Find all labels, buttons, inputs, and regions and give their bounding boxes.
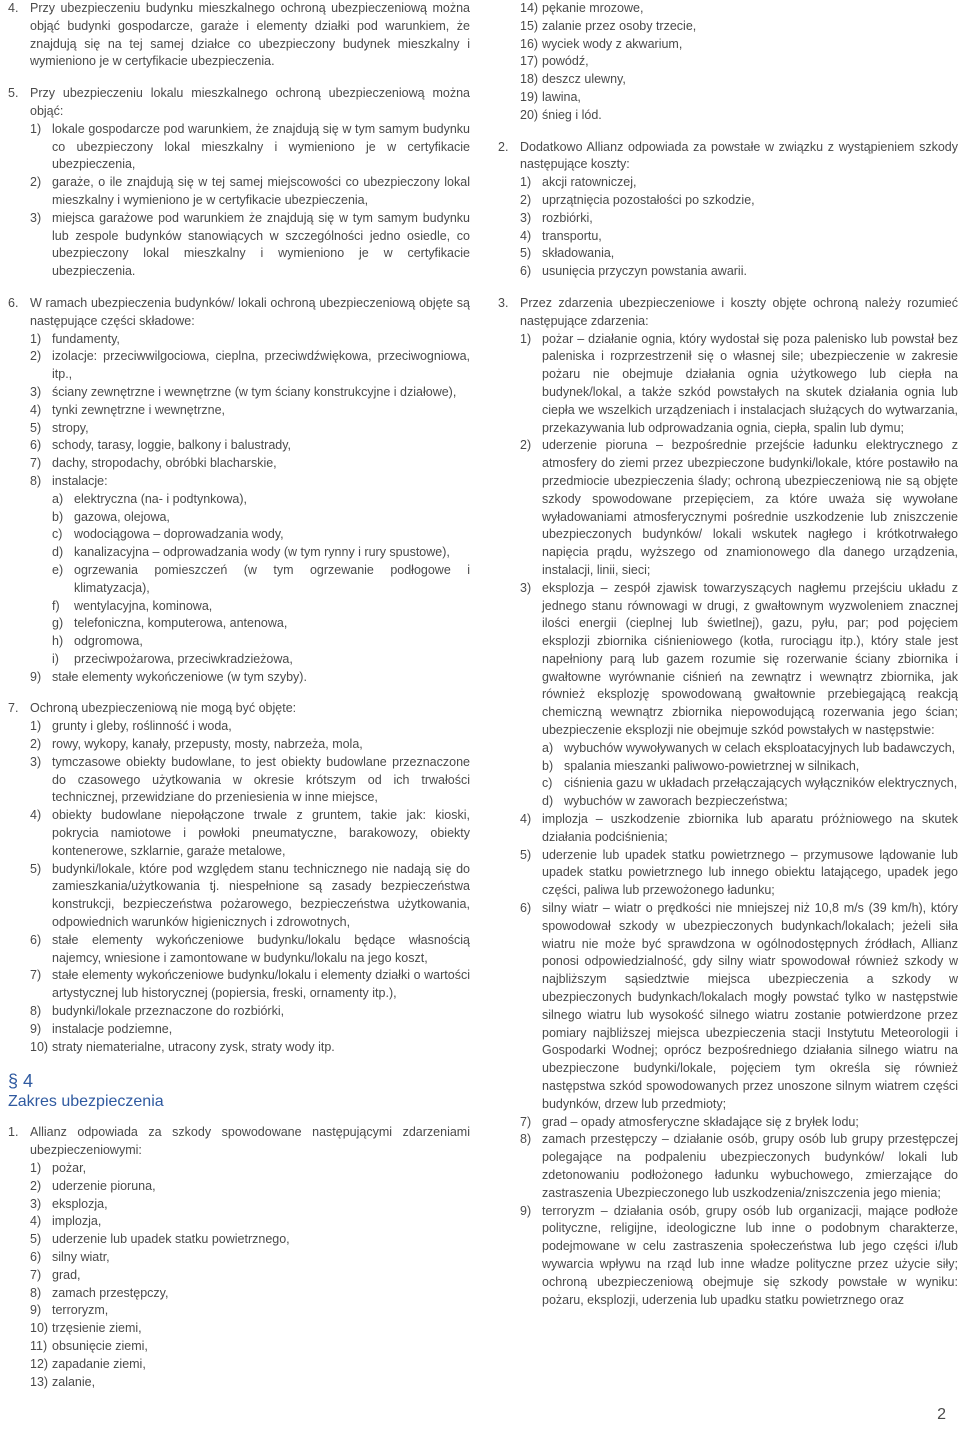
list-item — [520, 1131, 958, 1202]
list — [8, 718, 470, 1056]
item-text: uderzenie lub upadek statku powietrznego, — [52, 1232, 290, 1247]
item-number: 9) — [520, 1203, 532, 1218]
list-item — [30, 331, 470, 349]
item-text: obiekty budowlane niepołączone trwale z gruntem, takie jak: kioski, pokrycia namiotowe i powłoki pneumatyczne, barakowozy, obiekty kontenerowe, szklarnie, garaże metalowe, — [52, 808, 470, 858]
paragraph-number: 2. — [498, 139, 509, 154]
item-text: uderzenie lub upadek statku powietrznego – przymusowe lądowanie lub upadek statku powietrznego lub innego obiektu latającego, upadek jego części, paliwa lub przewożonego ładunku; — [542, 847, 958, 898]
item-text: spalania mieszanki paliwowo-powietrznej w silnikach, — [564, 758, 860, 773]
list-item — [30, 1338, 470, 1356]
list — [498, 331, 958, 740]
item-number: 12) — [30, 1356, 49, 1371]
item-number: c) — [542, 776, 553, 791]
paragraph-text: Ochroną ubezpieczeniową nie mogą być objęte: — [30, 701, 297, 716]
item-text: wybuchów w zaworach bezpieczeństwa; — [564, 794, 788, 809]
item-text: pękanie mrozowe, — [542, 1, 644, 15]
list-item — [520, 245, 958, 263]
list-item — [520, 580, 958, 740]
list-item — [30, 455, 470, 473]
list-item — [520, 18, 958, 36]
item-text: grad, — [52, 1267, 81, 1282]
paragraph-6 — [8, 295, 470, 687]
item-number: 10) — [30, 1321, 49, 1336]
item-text: lokale gospodarcze pod warunkiem, że znajdują się w tym samym budynku co ubezpieczony lokal mieszkalny i wymieniono je w certyfikacie ubezpieczenia, — [52, 121, 470, 172]
item-number: 5) — [30, 861, 42, 876]
list-item — [520, 1203, 958, 1310]
list-item — [30, 402, 470, 420]
list-item — [30, 1021, 470, 1039]
item-number: 5) — [30, 420, 42, 435]
item-number: 1) — [520, 175, 532, 190]
item-text: powódź, — [542, 54, 589, 69]
list-item — [520, 263, 958, 281]
paragraph-text: Dodatkowo Allianz odpowiada za powstałe w związku z wystąpieniem szkody następujące koszty: — [520, 139, 958, 172]
paragraph-number: 4. — [8, 1, 19, 15]
item-text: straty niematerialne, utracony zysk, straty wody itp. — [52, 1039, 335, 1054]
item-text: pożar – działanie ognia, który wydostał się poza palenisko lub powstał bez paleniska i rozprzestrzenił się o własnej sile; ubezpieczenie w zakresie pożaru nie obejmuje działania ognia użytkowego lub ciepła na budynek/lokal, a także szkód powstałych na skutek działania ognia lub ciepła we wszelkich urządzeniach i instalacjach służących do wytwarzania, przekazywania lub odprowadzania ognia, ciepła, spalin lub dymu; — [542, 331, 958, 435]
item-text: tynki zewnętrzne i wewnętrzne, — [52, 402, 225, 417]
item-number: a) — [542, 740, 554, 755]
list-item — [30, 1267, 470, 1285]
list-item — [520, 0, 958, 18]
list — [8, 331, 470, 491]
item-number: 5) — [520, 246, 532, 261]
item-number: 2) — [30, 175, 42, 190]
list-item — [30, 1039, 470, 1057]
item-text: obsunięcie ziemi, — [52, 1338, 148, 1353]
paragraph-text: Przy ubezpieczeniu budynku mieszkalnego ochroną ubezpieczeniową można objąć budynki gospodarcze, garaże i elementy działki pod warunkiem, że znajdują się na tej samej działce co ubezpieczony budynek mieszkalny i wymieniono je w certyfikacie ubezpieczenia. — [30, 1, 470, 69]
sublist-item — [52, 651, 470, 669]
list — [8, 121, 470, 281]
list-item — [520, 811, 958, 847]
right-column — [498, 0, 958, 1323]
list-item — [520, 847, 958, 900]
continued-list — [498, 0, 958, 125]
item-number: d) — [542, 794, 554, 809]
item-number: 2) — [30, 349, 42, 364]
item-number: g) — [52, 616, 64, 631]
item-text: zapadanie ziemi, — [52, 1356, 146, 1371]
item-text: kanalizacyjna – odprowadzania wody (w tym rynny i rury spustowe), — [74, 545, 450, 560]
paragraph-text: W ramach ubezpieczenia budynków/ lokali ochroną ubezpieczeniową objęte są następujące części składowe: — [30, 295, 470, 328]
item-text: budynki/lokale, które pod względem stanu technicznego nie nadają się do zamieszkania/użytkowania tj. niespełnione są zasady bezpieczeństwa konstrukcji, bezpieczeństwa pożarowego, bezpieczeństwa użytkowania, odpowiednich warunków higienicznych i zdrowotnych, — [52, 861, 470, 930]
item-number: 4) — [30, 1214, 42, 1229]
item-text: ściany zewnętrzne i wewnętrzne (w tym ściany konstrukcyjne i działowe), — [52, 384, 457, 399]
paragraph-number: 7. — [8, 701, 19, 716]
list — [8, 1160, 470, 1391]
list-item — [520, 210, 958, 228]
list-item — [520, 228, 958, 246]
item-text: implozja – uszkodzenie zbiornika lub aparatu próżniowego na skutek działania podciśnienia; — [542, 812, 958, 844]
list-item — [520, 1114, 958, 1132]
list-item — [30, 736, 470, 754]
list-item — [30, 932, 470, 968]
item-number: 7) — [30, 1267, 42, 1282]
item-text: pożar, — [52, 1161, 87, 1176]
item-number: 18) — [520, 72, 539, 87]
item-number: 3) — [520, 580, 532, 595]
item-number: 10) — [30, 1039, 49, 1054]
item-number: 4) — [30, 808, 42, 823]
item-number: 3) — [30, 210, 42, 225]
sublist-item — [542, 793, 958, 811]
paragraph-2 — [498, 139, 958, 281]
section-title: Zakres ubezpieczenia — [8, 1093, 164, 1111]
section-heading — [8, 1070, 470, 1112]
list-item — [520, 107, 958, 125]
paragraph-4 — [8, 0, 470, 71]
item-number: 20) — [520, 107, 539, 122]
item-text: zamach przestępczy – działanie osób, grupy osób lub grupy przestępczej polegające na podpaleniu ubezpieczonych budynków/ lokali lub zdetonowaniu podłożonego ładunku wybuchowego, zmierzające do zastraszenia Ubezpieczonego lub uszkodzenia/zniszczenia jego mienia; — [542, 1132, 958, 1200]
list-item — [30, 807, 470, 860]
item-text: wybuchów wywoływanych w celach eksploatacyjnych lub badawczych, — [564, 740, 956, 755]
list-item — [520, 331, 958, 438]
sublist-item — [52, 526, 470, 544]
item-text: telefoniczna, komputerowa, antenowa, — [74, 616, 288, 631]
item-text: fundamenty, — [52, 331, 120, 346]
item-number: 8) — [30, 1004, 42, 1019]
list-item — [30, 1302, 470, 1320]
item-number: 16) — [520, 36, 539, 51]
section4-paragraph-1 — [8, 1124, 470, 1391]
item-text: zamach przestępczy, — [52, 1285, 169, 1300]
item-text: stałe elementy wykończeniowe (w tym szyby). — [52, 669, 307, 684]
list-item — [30, 1356, 470, 1374]
item-text: budynki/lokale przeznaczone do rozbiórki, — [52, 1004, 285, 1019]
item-text: terroryzm, — [52, 1303, 109, 1318]
item-number: 4) — [520, 812, 532, 827]
item-number: 13) — [30, 1374, 49, 1389]
item-text: gazowa, olejowa, — [74, 509, 170, 524]
item-number: e) — [52, 562, 64, 577]
item-text: rozbiórki, — [542, 210, 593, 225]
paragraph-number: 5. — [8, 86, 19, 101]
list-item — [30, 210, 470, 281]
list-item — [520, 437, 958, 579]
item-number: d) — [52, 545, 64, 560]
list — [498, 0, 958, 125]
item-text: silny wiatr, — [52, 1250, 110, 1264]
item-number: 7) — [30, 456, 42, 471]
item-text: ogrzewania pomieszczeń (w tym ogrzewanie podłogowe i klimatyzacja), — [74, 562, 470, 595]
item-number: 4) — [30, 402, 42, 417]
item-number: a) — [52, 491, 64, 506]
list-item — [520, 174, 958, 192]
list — [498, 811, 958, 1309]
item-text: elektryczna (na- i podtynkowa), — [74, 491, 247, 506]
list-item — [30, 348, 470, 384]
list-item — [30, 1374, 470, 1392]
list — [498, 174, 958, 281]
item-text: stropy, — [52, 420, 89, 435]
item-text: stałe elementy wykończeniowe budynku/lokalu i elementy działki o wartości artystycznej lub historycznej (popiersia, freski, ornamenty itp.), — [52, 968, 470, 1001]
item-text: eksplozja, — [52, 1196, 108, 1211]
item-text: usunięcia przyczyn powstania awarii. — [542, 264, 747, 279]
paragraph-3 — [498, 295, 958, 1309]
item-text: transportu, — [542, 228, 602, 243]
sublist-item — [52, 562, 470, 598]
item-number: 1) — [520, 331, 532, 346]
item-number: 15) — [520, 18, 539, 33]
item-text: tymczasowe obiekty budowlane, to jest obiekty budowlane przeznaczone do czasowego użytkowania w okresie krótszym od ich trwałości technicznej, przewidziane do przeniesienia w inne miejsce, — [52, 754, 470, 805]
list-item — [30, 437, 470, 455]
item-text: garaże, o ile znajdują się w tej samej miejscowości co ubezpieczony lokal mieszkalny i wymieniono je w certyfikacie ubezpieczenia, — [52, 175, 470, 207]
item-number: 9) — [30, 1303, 42, 1318]
item-text: instalacje: — [52, 473, 108, 488]
item-number: 9) — [30, 669, 42, 684]
item-text: ciśnienia gazu w układach przełączających wyłączników elektrycznych, — [564, 776, 958, 791]
list-item — [30, 1249, 470, 1267]
item-text: deszcz ulewny, — [542, 72, 626, 87]
item-text: rowy, wykopy, kanały, przepusty, mosty, nabrzeża, mola, — [52, 737, 363, 752]
list-item — [30, 1213, 470, 1231]
item-number: 1) — [30, 121, 42, 136]
item-number: 6) — [30, 1250, 42, 1264]
item-text: składowania, — [542, 246, 615, 261]
item-number: i) — [52, 651, 59, 666]
item-text: grad – opady atmosferyczne składające się z bryłek lodu; — [542, 1114, 859, 1129]
item-number: 3) — [30, 1196, 42, 1211]
item-number: b) — [542, 758, 554, 773]
list-item — [30, 174, 470, 210]
paragraph-text: Przy ubezpieczeniu lokalu mieszkalnego ochroną ubezpieczeniową można objąć: — [30, 86, 470, 118]
list-item — [520, 89, 958, 107]
item-number: 3) — [520, 210, 532, 225]
item-number: 2) — [520, 438, 532, 453]
paragraph-number: 3. — [498, 295, 509, 310]
item-text: uderzenie pioruna, — [52, 1178, 156, 1193]
list-item — [520, 53, 958, 71]
item-text: schody, tarasy, loggie, balkony i balustrady, — [52, 438, 292, 453]
item-number: c) — [52, 527, 63, 542]
list-item — [30, 967, 470, 1003]
item-number: 4) — [520, 228, 532, 243]
item-number: 6) — [30, 932, 42, 947]
item-text: implozja, — [52, 1214, 102, 1229]
sublist-item — [542, 775, 958, 793]
list-item — [30, 718, 470, 736]
list-item — [520, 71, 958, 89]
item-number: 17) — [520, 54, 539, 69]
item-number: 7) — [30, 968, 42, 983]
item-text: odgromowa, — [74, 634, 143, 649]
item-number: h) — [52, 634, 64, 649]
paragraph-number: 1. — [8, 1125, 19, 1140]
list-item — [30, 669, 470, 687]
list-item — [520, 192, 958, 210]
list-item — [30, 473, 470, 491]
item-text: stałe elementy wykończeniowe budynku/lokalu będące własnością najemcy, wniesione i zamontowane w budynku/lokalu na jego koszt, — [52, 932, 470, 965]
item-text: przeciwpożarowa, przeciwkradzieżowa, — [74, 651, 293, 666]
list-item — [30, 1231, 470, 1249]
item-number: 8) — [30, 1285, 42, 1300]
list-item — [30, 1178, 470, 1196]
sublist-item — [52, 598, 470, 616]
list-item — [30, 384, 470, 402]
sublist-item — [52, 633, 470, 651]
section-symbol: § 4 — [8, 1071, 34, 1092]
item-text: trzęsienie ziemi, — [52, 1321, 142, 1336]
sublist — [8, 491, 470, 669]
item-number: 1) — [30, 719, 42, 734]
item-text: uderzenie pioruna – bezpośrednie przejście ładunku elektrycznego z atmosfery do ziemi przez ubezpieczone budynki/lokale, które postawiło na przedmiocie ubezpieczenia ślady; ochroną ubezpieczeniową nie są objęte szkody spowodowane przepięciem, za które uważa się wywołane wyładowaniami atmosferycznymi pośrednie uszkodzenie lub zniszczenie ubezpieczonych budynków/ lokali wskutek nagłego i krótkotrwałego napięcia prądu, wyższego od znamionowego dla danego urządzenia, instalacji, linii, sieci; — [542, 438, 958, 577]
item-text: wyciek wody z akwarium, — [542, 36, 683, 51]
list-item — [30, 1196, 470, 1214]
item-number: 8) — [30, 473, 42, 488]
sublist-item — [52, 509, 470, 527]
item-number: 14) — [520, 1, 539, 15]
item-number: 3) — [30, 384, 42, 399]
item-text: miejsca garażowe pod warunkiem że znajdują się w tym samym budynku lub zespole budynków stanowiących w szczególności jedno osiedle, co ubezpieczony lokal mieszkalny i wymieniono je w certyfikacie ubezpieczenia. — [52, 210, 470, 279]
sublist-item — [52, 544, 470, 562]
list-item — [30, 1160, 470, 1178]
item-text: zalanie, — [52, 1374, 96, 1389]
sublist — [498, 740, 958, 811]
item-text: śnieg i lód. — [542, 107, 602, 122]
item-text: lawina, — [542, 89, 581, 104]
list-item — [30, 1003, 470, 1021]
item-number: 6) — [520, 264, 532, 279]
item-number: 1) — [30, 331, 42, 346]
sublist-item — [52, 615, 470, 633]
item-number: 5) — [30, 1232, 42, 1247]
paragraph-5 — [8, 85, 470, 281]
item-number: 2) — [30, 1178, 42, 1193]
list-item — [30, 754, 470, 807]
item-number: 7) — [520, 1114, 532, 1129]
item-text: uprzątnięcia pozostałości po szkodzie, — [542, 192, 755, 207]
item-number: 6) — [520, 901, 532, 916]
item-text: terroryzm – działania osób, grupy osób lub organizacji, mające podłoże polityczne, religijne, ideologiczne lub inne o podobnym charakterze, podejmowane w celu zastraszenia społeczeństwa lub jego części i/lub wywarcia wpływu na rząd lub inne władze polityczne przez użycie siły; ochroną ubezpieczeniową obejmuje się szkody powstałe w wyniku: pożaru, eksplozji, uderzenia lub upadku statku powietrznego oraz — [542, 1203, 958, 1307]
item-number: 3) — [30, 754, 42, 769]
item-number: 1) — [30, 1161, 42, 1176]
item-number: 19) — [520, 89, 539, 104]
item-number: 2) — [520, 192, 532, 207]
paragraph-number: 6. — [8, 295, 19, 310]
item-text: akcji ratowniczej, — [542, 175, 637, 190]
item-text: zalanie przez osoby trzecie, — [542, 18, 697, 33]
item-text: instalacje podziemne, — [52, 1021, 173, 1036]
sublist-item — [52, 491, 470, 509]
item-text: dachy, stropodachy, obróbki blacharskie, — [52, 456, 277, 471]
item-text: silny wiatr – wiatr o prędkości nie mniejszej niż 10,8 m/s (39 km/h), który spowodował szkody w ubezpieczonych budynkach/lokalach; jeżeli siła wiatru nie może być sprawdzona w ogólnodostępnych źródłach, Allianz ponosi odpowiedzialność, gdy silny wiatr spowodował również szkody w najbliższym sąsiedztwie miejsca ubezpieczenia a szkody w ubezpieczonych budynkach/lokalach mogły powstać tylko w następstwie silnego wiatru lub wysokość silnego wiatru zostanie potwierdzone przez pomiary najbliższej miejsca ubezpieczenia stacji Instytutu Meteorologii i Gospodarki Wodnej; oprócz bezpośredniego działania silnego wiatru na ubezpieczone budynki/lokale, pojęciem tym określa się również następstwa szkód spowodowanych przez unoszone silnym wiatrem części budynków, drzew lub przedmioty; — [542, 901, 958, 1111]
item-text: wentylacyjna, kominowa, — [74, 598, 213, 613]
list-item — [30, 861, 470, 932]
item-number: 5) — [520, 847, 532, 862]
item-number: 2) — [30, 737, 42, 752]
item-number: 9) — [30, 1021, 42, 1036]
list-item — [30, 420, 470, 438]
item-text: grunty i gleby, roślinność i woda, — [52, 719, 232, 734]
page-number: 2 — [937, 1406, 946, 1423]
item-number: 11) — [30, 1338, 48, 1353]
item-text: izolacje: przeciwwilgociowa, cieplna, przeciwdźwiękowa, przeciwogniowa, itp., — [52, 349, 470, 382]
list-item — [520, 900, 958, 1114]
paragraph-text: Przez zdarzenia ubezpieczeniowe i koszty objęte ochroną należy rozumieć następujące zdarzenia: — [520, 295, 958, 328]
list-item — [30, 1320, 470, 1338]
list-item — [30, 1285, 470, 1303]
item-number: f) — [52, 598, 60, 613]
item-number: 8) — [520, 1132, 532, 1147]
item-text: eksplozja – zespół zjawisk towarzyszących nagłemu przejściu układu z jednego stanu równowagi w drugi, z gwałtownym wyzwoleniem znacznej ilości energii (cieplnej lub świetlnej), gazu, pyłu, par; pod pojęciem eksplozji zbiornika ciśnieniowego (kotła, rurociągu itp.), który stale jest napełniony parą lub gazem rozumie się rozerwanie ściany zbiornika i gwałtowne wyrównanie ciśnień na zewnątrz i wewnątrz zbiornika, jak również eksplozję spowodowaną gwałtownie przebiegającą reakcją chemiczną wewnątrz zbiornika niepowodującą rozerwania jego ścian; ubezpieczenie eksplozji nie obejmuje szkód powstałych w następstwie: — [542, 580, 958, 738]
list-item — [30, 121, 470, 174]
paragraph-text: Allianz odpowiada za szkody spowodowane następującymi zdarzeniami ubezpieczeniowymi: — [30, 1125, 470, 1158]
paragraph-7 — [8, 700, 470, 1056]
sublist-item — [542, 758, 958, 776]
item-text: wodociągowa – doprowadzania wody, — [74, 527, 284, 542]
list-item — [520, 36, 958, 54]
sublist-item — [542, 740, 958, 758]
item-number: 6) — [30, 438, 42, 453]
left-column — [8, 0, 470, 1405]
item-number: b) — [52, 509, 64, 524]
